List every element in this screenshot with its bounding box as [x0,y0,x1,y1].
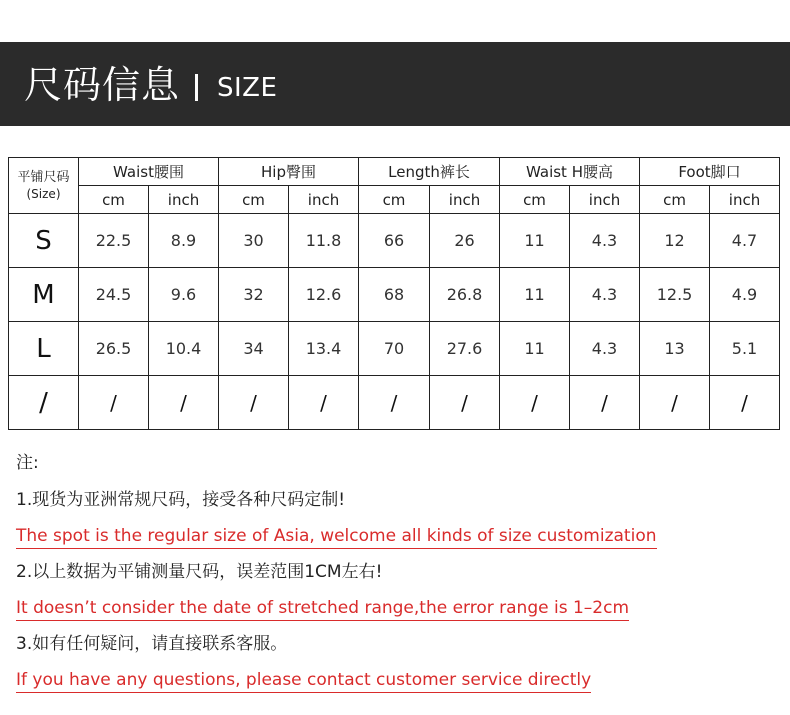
table-row-m [9,268,780,322]
group-header-foot: Foot脚口 [640,158,780,186]
table-cell: / [570,376,640,430]
note-2-en: It doesn’t consider the date of stretched range,the error range is 1–2cm [16,597,629,621]
size-label-s: S [9,214,79,268]
table-cell: 12.6 [289,268,359,322]
table-cell: 4.3 [570,322,640,376]
table-cell: 24.5 [79,268,149,322]
notes-label: 注: [16,453,39,473]
table-cell: 4.7 [710,214,780,268]
group-header-hip: Hip臀围 [219,158,359,186]
table-cell: 5.1 [710,322,780,376]
size-label-blank: / [9,376,79,430]
table-cell: 13.4 [289,322,359,376]
table-cell: 11 [500,214,570,268]
table-cell: 10.4 [149,322,219,376]
group-header-waist-height: Waist H腰高 [500,158,640,186]
header-title-en: SIZE [217,73,278,103]
note-2-cn: 2.以上数据为平铺测量尺码，误差范围1CM左右! [16,562,383,582]
table-cell: 70 [359,322,430,376]
table-cell: 26.8 [430,268,500,322]
size-rowhead-label: 平铺尺码 [17,169,70,185]
table-cell: 22.5 [79,214,149,268]
unit-cell: inch [149,186,219,214]
table-row-l [9,322,780,376]
table-cell: 8.9 [149,214,219,268]
table-cell: 26 [430,214,500,268]
unit-cell: cm [359,186,430,214]
table-cell: 34 [219,322,289,376]
unit-cell: cm [219,186,289,214]
size-table [8,157,780,430]
header-divider [195,74,198,101]
group-header-length: Length裤长 [359,158,500,186]
table-cell: 4.3 [570,214,640,268]
table-cell: / [289,376,359,430]
table-cell: 11.8 [289,214,359,268]
table-cell: 12.5 [640,268,710,322]
table-cell: 4.3 [570,268,640,322]
size-rowhead-sub: (Size) [26,186,61,201]
table-cell: 11 [500,322,570,376]
table-cell: / [500,376,570,430]
table-cell: 32 [219,268,289,322]
table-cell: 68 [359,268,430,322]
note-3-cn: 3.如有任何疑问，请直接联系客服。 [16,634,288,654]
unit-row [9,186,780,214]
table-cell: 66 [359,214,430,268]
table-row-blank [9,376,780,430]
unit-cell: inch [710,186,780,214]
table-cell: / [149,376,219,430]
table-cell: 12 [640,214,710,268]
size-label-m: M [9,268,79,322]
note-1-en: The spot is the regular size of Asia, welcome all kinds of size customization [16,525,657,549]
header-title-cn: 尺码信息 [24,63,181,107]
table-cell: / [359,376,430,430]
note-3-en: If you have any questions, please contact customer service directly [16,669,591,693]
table-cell: / [710,376,780,430]
table-cell: / [219,376,289,430]
table-cell: 27.6 [430,322,500,376]
size-rowhead-cell [9,158,79,214]
table-cell: 11 [500,268,570,322]
unit-cell: inch [289,186,359,214]
table-cell: / [640,376,710,430]
unit-cell: cm [79,186,149,214]
table-cell: / [79,376,149,430]
unit-cell: inch [570,186,640,214]
table-row-s [9,214,780,268]
size-header-banner [0,42,790,126]
note-1-cn: 1.现货为亚洲常规尺码，接受各种尺码定制! [16,490,346,510]
size-label-l: L [9,322,79,376]
table-cell: 13 [640,322,710,376]
table-header-row [9,158,780,186]
table-cell: 26.5 [79,322,149,376]
table-cell: / [430,376,500,430]
unit-cell: cm [640,186,710,214]
group-header-waist: Waist腰围 [79,158,219,186]
unit-cell: cm [500,186,570,214]
table-cell: 30 [219,214,289,268]
table-cell: 9.6 [149,268,219,322]
unit-cell: inch [430,186,500,214]
table-cell: 4.9 [710,268,780,322]
